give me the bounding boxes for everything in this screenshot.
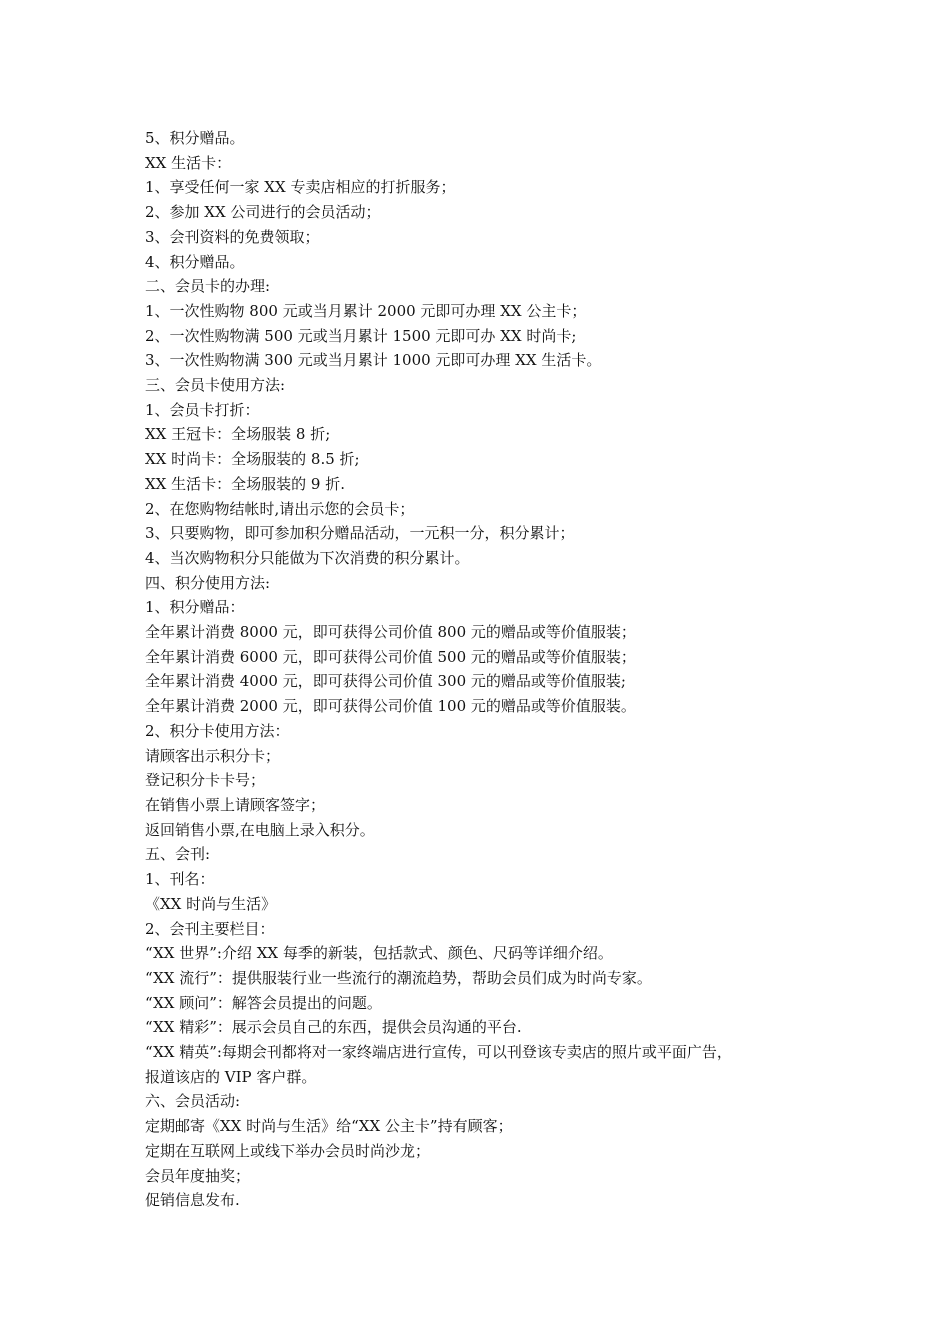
text-line: “XX 精英”:每期会刊都将对一家终端店进行宣传，可以刊登该专卖店的照片或平面广告， [145,1043,732,1062]
text-line: 2、积分卡使用方法： [145,721,290,740]
section-heading: 五、会刊: [145,845,211,864]
text-line: 4、当次购物积分只能做为下次消费的积分累计。 [145,548,470,567]
text-line: 2、一次性购物满 500 元或当月累计 1500 元即可办 XX 时尚卡; [145,326,577,345]
text-line: “XX 顾问”：解答会员提出的问题。 [145,993,382,1012]
text-line: 4、积分赠品。 [145,252,245,271]
text-line: 登记积分卡卡号； [145,771,266,790]
text-line: 返回销售小票,在电脑上录入积分。 [145,820,375,839]
text-line: 《XX 时尚与生活》 [145,894,277,913]
text-line: 5、积分赠品。 [145,129,245,147]
text-line: XX 王冠卡：全场服装 8 折; [145,425,331,444]
text-line: 3、会刊资料的免费领取； [145,227,320,246]
text-line: 请顾客出示积分卡； [145,746,281,765]
text-line: 在销售小票上请顾客签字； [145,795,326,814]
text-line: 1、享受任何一家 XX 专卖店相应的打折服务； [145,178,456,197]
text-line: 1、一次性购物 800 元或当月累计 2000 元即可办理 XX 公主卡； [145,301,587,320]
text-line: 1、积分赠品： [145,598,245,617]
section-heading: 四、积分使用方法: [145,573,271,592]
text-line: XX 时尚卡：全场服装的 8.5 折; [145,450,360,469]
text-line: 2、在您购物结帐时,请出示您的会员卡； [145,499,415,518]
section-heading: 六、会员活动: [145,1092,241,1111]
text-line: “XX 流行”：提供服装行业一些流行的潮流趋势，帮助会员们成为时尚专家。 [145,968,652,987]
text-line: “XX 精彩”：展示会员自己的东西，提供会员沟通的平台. [145,1018,522,1037]
text-line: 1、刊名： [145,870,215,889]
text-line: XX 生活卡： [145,153,232,172]
section-heading: 三、会员卡使用方法: [145,376,286,395]
text-line: 促销信息发布. [145,1191,240,1210]
section-heading: 二、会员卡的办理: [145,277,271,296]
text-line: 全年累计消费 2000 元，即可获得公司价值 100 元的赠品或等价值服装。 [145,697,636,716]
text-line: 全年累计消费 8000 元，即可获得公司价值 800 元的赠品或等价值服装； [145,623,636,642]
text-line: XX 生活卡：全场服装的 9 折. [145,474,345,493]
text-line: 报道该店的 VIP 客户群。 [145,1067,317,1086]
text-line: 1、会员卡打折： [145,400,260,419]
text-line: 定期邮寄《XX 时尚与生活》给“XX 公主卡”持有顾客； [145,1117,513,1136]
text-line: 2、会刊主要栏目： [145,919,275,938]
text-line: 会员年度抽奖； [145,1166,251,1185]
text-line: “XX 世界”:介绍 XX 每季的新装，包括款式、颜色、尺码等详细介绍。 [145,944,613,963]
text-line: 定期在互联网上或线下举办会员时尚沙龙； [145,1141,431,1160]
document-body [145,126,845,1213]
text-line: 3、一次性购物满 300 元或当月累计 1000 元即可办理 XX 生活卡。 [145,351,602,370]
text-line: 3、只要购物，即可参加积分赠品活动，一元积一分，积分累计； [145,524,575,543]
text-line: 全年累计消费 6000 元，即可获得公司价值 500 元的赠品或等价值服装； [145,647,636,666]
text-line: 2、参加 XX 公司进行的会员活动； [145,203,381,222]
text-line: 全年累计消费 4000 元，即可获得公司价值 300 元的赠品或等价值服装; [145,672,626,691]
